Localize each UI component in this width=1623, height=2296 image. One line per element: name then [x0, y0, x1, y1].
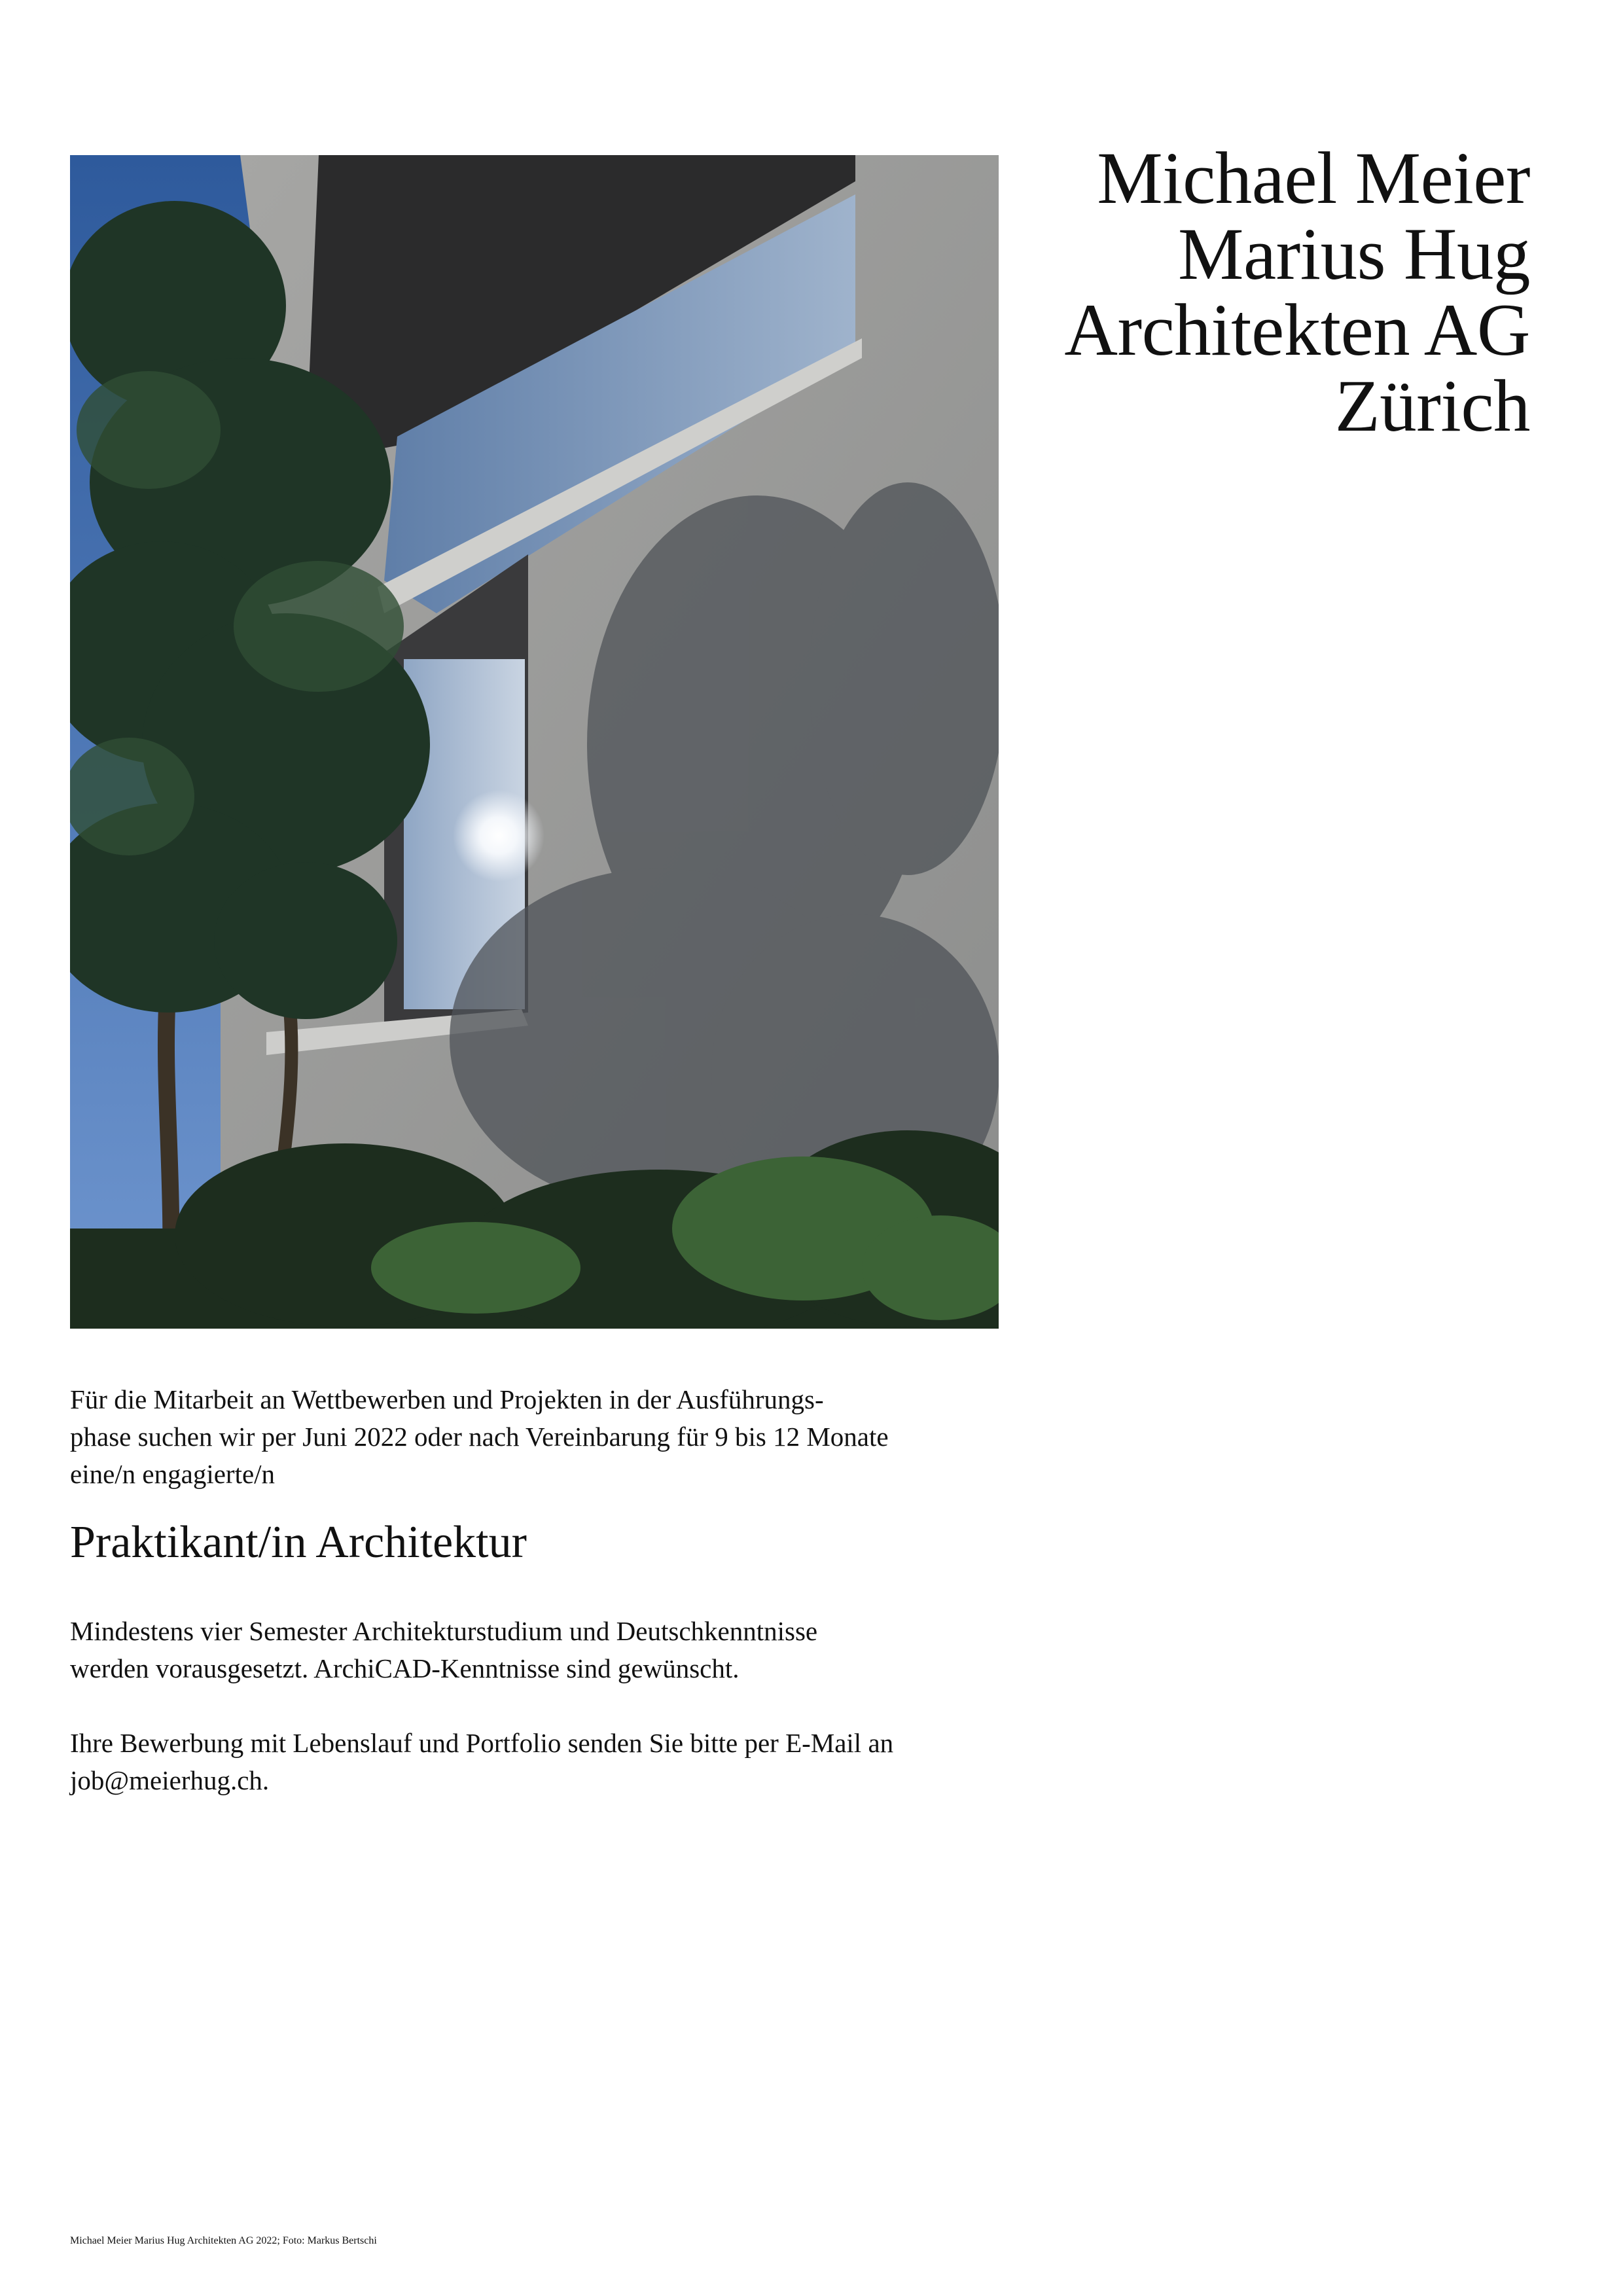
intro-line-2: phase suchen wir per Juni 2022 oder nach Vereinbarung für 9 bis 12 Monate — [70, 1422, 889, 1452]
intro-paragraph — [70, 1381, 1039, 1493]
photo-credit: Michael Meier Marius Hug Architekten AG 2022; Foto: Markus Bertschi — [70, 2235, 377, 2246]
job-posting — [70, 1381, 1039, 1799]
requirements-paragraph — [70, 1613, 1039, 1687]
application-paragraph — [70, 1725, 1039, 1799]
firm-name-line-1: Michael Meier — [1097, 137, 1530, 219]
application-email: job@meierhug.ch. — [70, 1765, 270, 1795]
firm-name-line-3: Architekten AG — [1064, 289, 1530, 371]
intro-line-3: eine/n engagierte/n — [70, 1459, 276, 1489]
requirements-line-1: Mindestens vier Semester Architekturstudium und Deutschkenntnisse — [70, 1616, 818, 1646]
firm-name-line-2: Marius Hug — [1178, 213, 1530, 295]
requirements-line-2: werden vorausgesetzt. ArchiCAD-Kenntnisse sind gewünscht. — [70, 1653, 740, 1683]
application-line-1: Ihre Bewerbung mit Lebenslauf und Portfolio senden Sie bitte per E-Mail an — [70, 1728, 894, 1758]
firm-name — [1064, 137, 1530, 447]
building-facade-photo — [70, 155, 999, 1329]
job-title: Praktikant/in Architektur — [70, 1517, 527, 1568]
photo-illustration — [70, 155, 999, 1329]
intro-line-1: Für die Mitarbeit an Wettbewerben und Projekten in der Ausführungs- — [70, 1384, 824, 1414]
firm-name-line-4: Zürich — [1334, 365, 1530, 447]
